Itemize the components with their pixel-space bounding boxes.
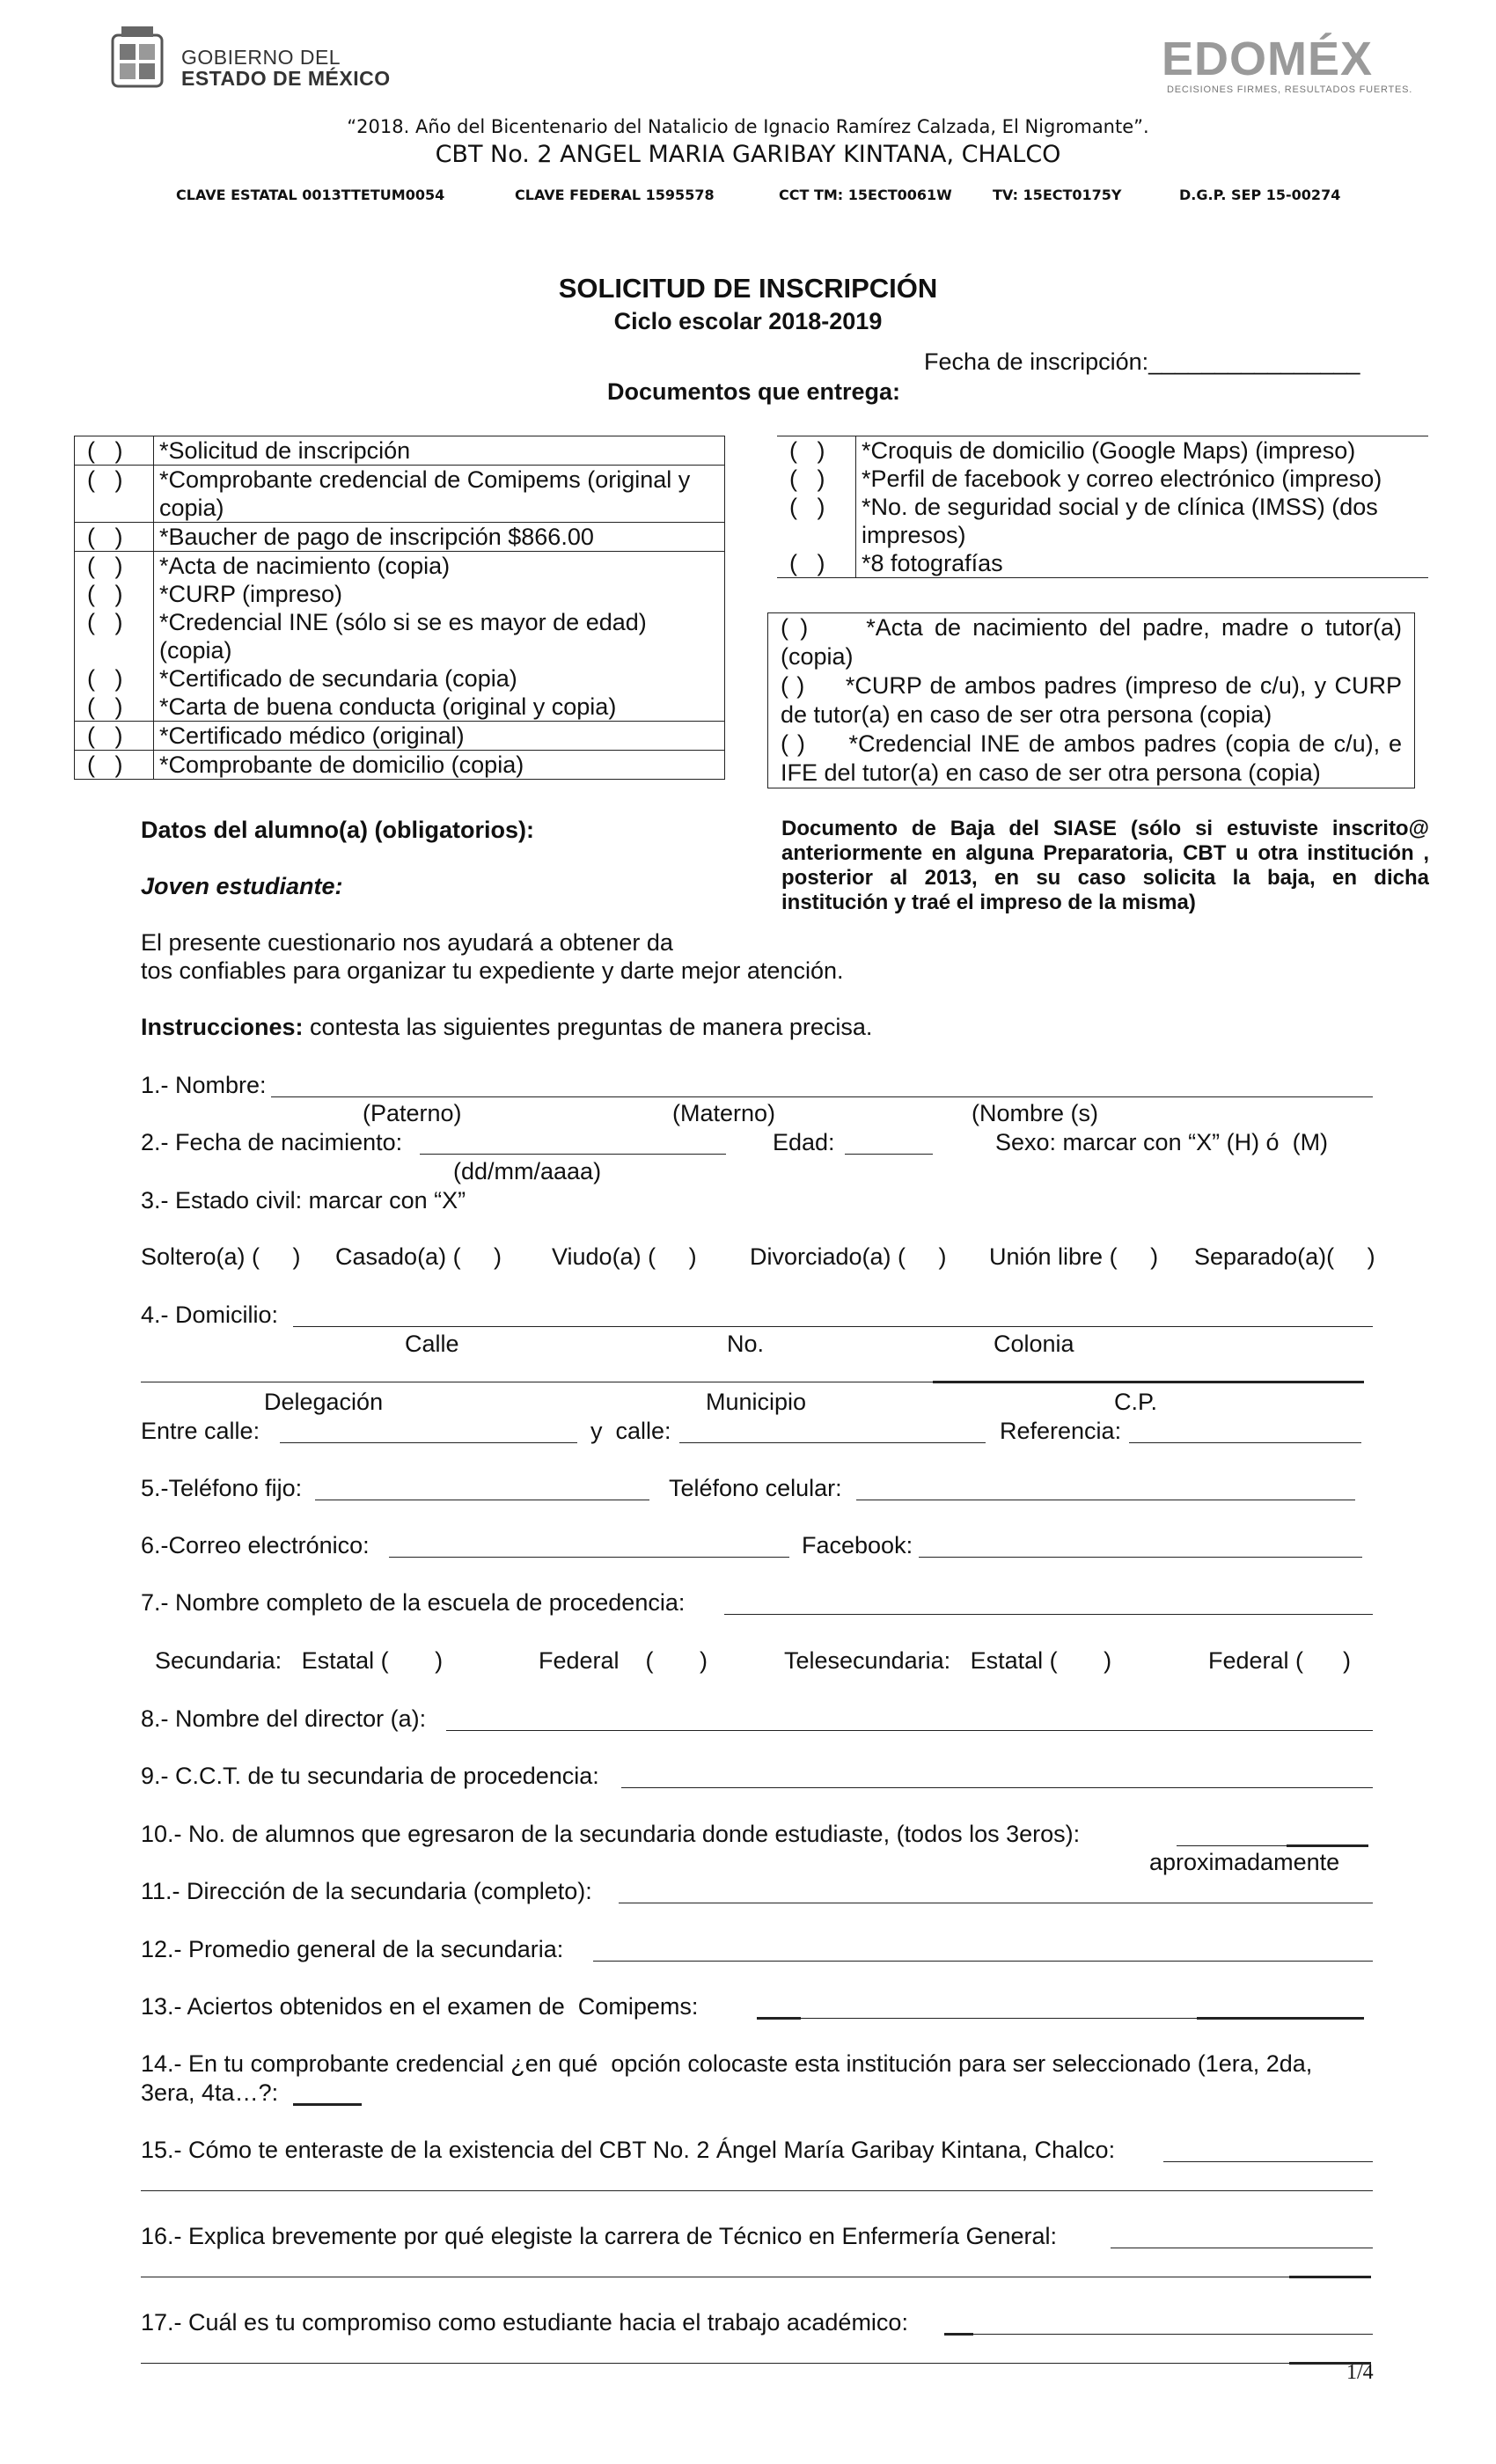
q16-answer-line2-end[interactable] <box>1289 2276 1371 2278</box>
parent-doc-item[interactable] <box>781 671 1402 730</box>
doc-row[interactable] <box>777 465 1428 493</box>
q15-answer-line2[interactable] <box>141 2190 1373 2191</box>
baja-siase-note: Documento de Baja del SIASE (sólo si estuviste inscrito@ anteriormente en alguna Preparatoria, CBT u otra institución , posterior al 2013, en su caso solicita la baja, en dicha institución y traé el impreso de la misma) <box>781 817 1429 914</box>
q4-calle-caption: Calle <box>405 1331 459 1357</box>
doc-checkbox[interactable]: ( ) <box>777 465 856 493</box>
q8-label: 8.- Nombre del director (a): <box>141 1705 427 1732</box>
doc-row[interactable] <box>777 549 1428 578</box>
q17-answer-field-start[interactable] <box>944 2333 973 2336</box>
q2-sexo-label: Sexo: marcar con “X” (H) ó (M) <box>995 1129 1329 1155</box>
q13-label: 13.- Aciertos obtenidos en el examen de Comipems: <box>141 1993 699 2020</box>
q2-edad-label: Edad: <box>773 1129 835 1155</box>
q4-y-calle-label: y calle: <box>590 1418 671 1444</box>
dgp-clave: D.G.P. SEP 15-00274 <box>1179 187 1341 203</box>
parent-doc-item[interactable] <box>781 730 1402 788</box>
edomex-brand: EDOMÉX <box>1162 33 1374 85</box>
q1-name-field[interactable] <box>271 1096 1373 1097</box>
q3-option-divorciado[interactable]: Divorciado(a) ( ) <box>750 1243 947 1270</box>
doc-checkbox[interactable]: ( ) <box>75 751 154 780</box>
q1-nombre-caption: (Nombre (s) <box>972 1100 1099 1126</box>
doc-row[interactable] <box>75 608 725 664</box>
docs-left-table <box>74 436 725 780</box>
q1-paterno-caption: (Paterno) <box>363 1100 462 1126</box>
doc-label: *Solicitud de inscripción <box>159 437 411 464</box>
doc-label: *Comprobante credencial de Comipems (original y copia) <box>154 466 725 523</box>
instructions-text: contesta las siguientes preguntas de manera precisa. <box>303 1014 873 1040</box>
q14-label-line2: 3era, 4ta…?: <box>141 2079 279 2106</box>
q11-label: 11.- Dirección de la secundaria (completo): <box>141 1878 592 1904</box>
doc-checkbox[interactable]: ( ) <box>781 730 805 757</box>
q5-celular-label: Teléfono celular: <box>669 1475 842 1501</box>
q14-label-line1: 14.- En tu comprobante credencial ¿en qué opción colocaste esta institución para ser seleccionado (1era, 2da, <box>141 2050 1313 2077</box>
q10-alumnos-field[interactable] <box>1177 1845 1287 1846</box>
q13-aciertos-field[interactable] <box>757 2017 801 2020</box>
q7-label: 7.- Nombre completo de la escuela de procedencia: <box>141 1589 686 1616</box>
q3-option-union-libre[interactable]: Unión libre ( ) <box>989 1243 1159 1270</box>
q7-school-field[interactable] <box>724 1614 1373 1615</box>
q12-label: 12.- Promedio general de la secundaria: <box>141 1936 564 1962</box>
instructions-label: Instrucciones: <box>141 1014 304 1040</box>
clave-estatal: CLAVE ESTATAL 0013TTETUM0054 <box>176 187 445 203</box>
q3-option-casado[interactable]: Casado(a) ( ) <box>335 1243 502 1270</box>
q13-aciertos-field-mid[interactable] <box>801 2018 1197 2019</box>
q15-label: 15.- Cómo te enteraste de la existencia del CBT No. 2 Ángel María Garibay Kintana, Chalco: <box>141 2137 1116 2163</box>
coat-of-arms-icon <box>106 23 169 93</box>
gov-line1: GOBIERNO DEL <box>181 46 341 69</box>
doc-label: *Acta de nacimiento del padre, madre o tutor(a) (copia) <box>781 614 1403 670</box>
doc-row[interactable] <box>75 466 725 523</box>
q3-option-separado[interactable]: Separado(a)( ) <box>1194 1243 1375 1270</box>
q7-option-telesecundaria-estatal[interactable]: Telesecundaria: Estatal ( ) <box>784 1647 1112 1674</box>
doc-row[interactable] <box>75 523 725 552</box>
q17-answer-line2[interactable] <box>141 2363 1289 2364</box>
docs-right-table <box>777 436 1428 578</box>
q4-referencia-label: Referencia: <box>1000 1418 1122 1444</box>
tv-clave: TV: 15ECT0175Y <box>993 187 1122 203</box>
doc-checkbox[interactable]: ( ) <box>777 549 856 578</box>
edomex-logo <box>1162 32 1452 102</box>
doc-label: *No. de seguridad social y de clínica (IMSS) (dos impresos) <box>862 494 1378 548</box>
doc-checkbox[interactable]: ( ) <box>75 722 154 751</box>
q12-promedio-field[interactable] <box>593 1961 1373 1962</box>
doc-checkbox[interactable]: ( ) <box>75 552 154 581</box>
q10-label: 10.- No. de alumnos que egresaron de la secundaria donde estudiaste, (todos los 3eros): <box>141 1821 1081 1847</box>
q3-option-soltero[interactable]: Soltero(a) ( ) <box>141 1243 301 1270</box>
joven-estudiante-label: Joven estudiante: <box>141 873 343 899</box>
q4-colonia-caption: Colonia <box>994 1331 1074 1357</box>
gov-line2: ESTADO DE MÉXICO <box>181 67 391 90</box>
doc-label: *Baucher de pago de inscripción $866.00 <box>154 523 725 552</box>
doc-label: *CURP (impreso) <box>159 581 343 607</box>
q4-referencia-field[interactable] <box>1129 1442 1361 1443</box>
doc-checkbox[interactable]: ( ) <box>75 664 154 693</box>
doc-row[interactable] <box>75 693 725 722</box>
clave-federal: CLAVE FEDERAL 1595578 <box>515 187 715 203</box>
doc-row[interactable] <box>75 552 725 581</box>
q7-option-secundaria-estatal[interactable]: Secundaria: Estatal ( ) <box>155 1647 444 1674</box>
q6-label: 6.-Correo electrónico: <box>141 1532 370 1558</box>
q2-label: 2.- Fecha de nacimiento: <box>141 1129 403 1155</box>
datos-alumno-label: Datos del alumno(a) (obligatorios): <box>141 817 535 843</box>
q4-label: 4.- Domicilio: <box>141 1302 279 1328</box>
doc-label: *CURP de ambos padres (impreso de c/u), y CURP de tutor(a) en caso de ser otra persona (copia) <box>781 672 1402 728</box>
q9-label: 9.- C.C.T. de tu secundaria de procedencia: <box>141 1763 599 1789</box>
form-subtitle: Ciclo escolar 2018-2019 <box>613 308 883 334</box>
doc-checkbox[interactable]: ( ) <box>75 436 154 466</box>
q7-option-secundaria-federal[interactable]: Federal ( ) <box>539 1647 708 1674</box>
doc-checkbox[interactable]: ( ) <box>75 580 154 608</box>
q5-label: 5.-Teléfono fijo: <box>141 1475 303 1501</box>
q17-answer-field[interactable] <box>973 2334 1373 2335</box>
doc-row[interactable] <box>75 664 725 693</box>
school-name: CBT No. 2 ANGEL MARIA GARIBAY KINTANA, CHALCO <box>435 141 1061 168</box>
q1-materno-caption: (Materno) <box>672 1100 776 1126</box>
q2-date-format: (dd/mm/aaaa) <box>453 1158 602 1184</box>
doc-label: *Acta de nacimiento (copia) <box>154 552 725 581</box>
q10-alumnos-field-end[interactable] <box>1287 1844 1368 1847</box>
q6-email-field[interactable] <box>389 1557 789 1558</box>
doc-label: *Croquis de domicilio (Google Maps) (impreso) <box>862 437 1356 464</box>
doc-checkbox[interactable]: ( ) <box>75 693 154 722</box>
q4-entre-label: Entre calle: <box>141 1418 260 1444</box>
doc-row[interactable] <box>75 436 725 466</box>
doc-row[interactable] <box>777 436 1428 466</box>
q4-delegacion-caption: Delegación <box>264 1389 384 1415</box>
doc-row[interactable] <box>75 751 725 780</box>
q4-entre-calle-field[interactable] <box>280 1442 577 1443</box>
q10-aprox-caption: aproximadamente <box>1149 1849 1340 1875</box>
q17-label: 17.- Cuál es tu compromiso como estudiante hacia el trabajo académico: <box>141 2309 908 2336</box>
q4-municipio-caption: Municipio <box>706 1389 807 1415</box>
q2-birthdate-field[interactable] <box>420 1154 726 1155</box>
doc-row[interactable] <box>75 580 725 608</box>
doc-label: *Certificado de secundaria (copia) <box>159 665 517 692</box>
doc-checkbox[interactable]: ( ) <box>75 466 154 523</box>
intro-line-1: El presente cuestionario nos ayudará a obtener da <box>141 929 673 956</box>
q14-opcion-field[interactable] <box>293 2103 362 2106</box>
q1-label: 1.- Nombre: <box>141 1072 267 1098</box>
doc-checkbox[interactable]: ( ) <box>781 672 805 699</box>
doc-checkbox[interactable]: ( ) <box>75 608 154 664</box>
form-title: SOLICITUD DE INSCRIPCIÓN <box>558 273 938 304</box>
q3-label: 3.- Estado civil: marcar con “X” <box>141 1187 466 1214</box>
doc-label: *Credencial INE (sólo si se es mayor de edad) (copia) <box>159 609 647 664</box>
docs-label: Documentos que entrega: <box>607 378 901 405</box>
q13-aciertos-field-end[interactable] <box>1197 2017 1364 2020</box>
q2-edad-field[interactable] <box>845 1154 933 1155</box>
q3-option-viudo[interactable]: Viudo(a) ( ) <box>552 1243 697 1270</box>
intro-line-2: tos confiables para organizar tu expediente y darte mejor atención. <box>141 957 844 984</box>
doc-checkbox[interactable]: ( ) <box>777 493 856 549</box>
edomex-tagline: DECISIONES FIRMES, RESULTADOS FUERTES. <box>1167 84 1413 95</box>
doc-row[interactable] <box>777 493 1428 549</box>
q4-address-field[interactable] <box>293 1326 1373 1327</box>
q6-facebook-label: Facebook: <box>802 1532 913 1558</box>
parent-doc-item[interactable] <box>781 613 1402 671</box>
q4-cp-field[interactable] <box>933 1381 1364 1383</box>
q4-cp-caption: C.P. <box>1114 1389 1158 1415</box>
q4-no-caption: No. <box>727 1331 765 1357</box>
doc-label: *Perfil de facebook y correo electrónico (impreso) <box>862 466 1382 492</box>
fecha-inscripcion-field[interactable]: Fecha de inscripción:________________ <box>924 348 1360 375</box>
doc-checkbox[interactable]: ( ) <box>75 523 154 552</box>
doc-label: *Comprobante de domicilio (copia) <box>154 751 725 780</box>
q8-director-field[interactable] <box>446 1730 1373 1731</box>
docs-parents-box <box>767 612 1415 788</box>
page-number: 1/4 <box>1346 2361 1374 2384</box>
doc-label: *8 fotografías <box>862 550 1003 576</box>
doc-checkbox[interactable]: ( ) <box>777 436 856 466</box>
motto: “2018. Año del Bicentenario del Natalicio de Ignacio Ramírez Calzada, El Nigromante”. <box>347 116 1149 137</box>
q9-cct-field[interactable] <box>621 1787 1373 1788</box>
instructions <box>141 1014 872 1041</box>
q7-option-telesecundaria-federal[interactable]: Federal ( ) <box>1208 1647 1352 1674</box>
q16-label: 16.- Explica brevemente por qué elegiste la carrera de Técnico en Enfermería General: <box>141 2223 1058 2249</box>
doc-checkbox[interactable]: ( ) <box>781 614 809 641</box>
doc-row[interactable] <box>75 722 725 751</box>
gobierno-logo <box>106 23 422 95</box>
doc-label: *Credencial INE de ambos padres (copia de c/u), e IFE del tutor(a) en caso de ser otra persona (copia) <box>781 730 1402 786</box>
q4-y-calle-field[interactable] <box>679 1442 986 1443</box>
q15-answer-field[interactable] <box>1163 2161 1373 2162</box>
q6-facebook-field[interactable] <box>919 1557 1362 1558</box>
doc-label: *Carta de buena conducta (original y copia) <box>159 693 617 720</box>
cct-tm: CCT TM: 15ECT0061W <box>779 187 952 203</box>
doc-label: *Certificado médico (original) <box>154 722 725 751</box>
